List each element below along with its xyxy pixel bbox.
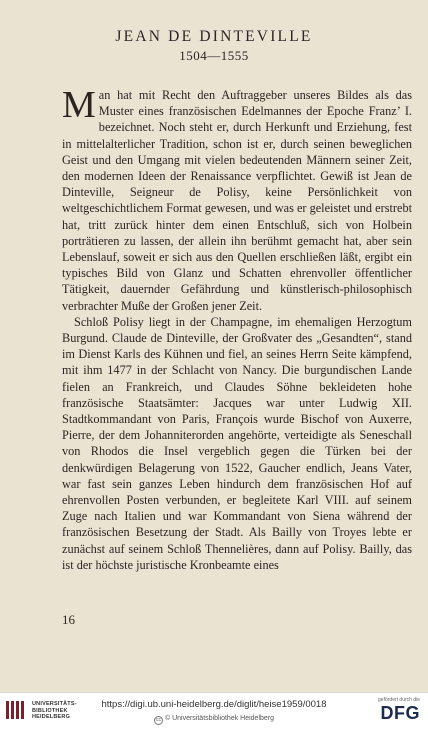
- page-subtitle-years: 1504—1555: [179, 48, 249, 63]
- funder-note: gefördert durch die: [378, 697, 420, 703]
- dfg-logo-text: DFG: [380, 703, 420, 723]
- dfg-logo[interactable]: [372, 697, 420, 729]
- permalink-url[interactable]: https://digi.ub.uni-heidelberg.de/diglit/heise1959/0018: [101, 699, 327, 710]
- copyright-line: [0, 715, 428, 725]
- cc-license-icon[interactable]: cc: [155, 717, 161, 723]
- viewer-footer: [0, 692, 428, 734]
- paragraph-1-text: an hat mit Recht den Auftraggeber unseres Bildes als das Muster eines französischen Edelmannes der Epoche Franz’ I. bezeichnet. Noch steht er, durch Herkunft und Erziehung, fest in mittelalterlicher Tradition, schon ist er, durch seinen beweglichen Geist und den Umgang mit vielen bedeutenden Männern seiner Zeit, den modernen Ideen der Renaissance verpflichtet. Gewiß ist Jean de Dinteville, Seigneur de Polisy, keine Persönlichkeit von weltgeschichtlichem Format gewesen, und was er geleistet und erstrebt hat, tritt zurück hinter dem einen Entschluß, sich von Holbein porträtieren zu lassen, der allein ihn berühmt gemacht hat, aber sein Lebenslauf, soweit er sich aus den Quellen erschließen läßt, ergibt ein typisches Bild von Glanz und Schatten ehrenvoller öffentlicher Tätigkeit, dauernder Gefährdung und künstlerisch-philosophisch verbrachter Muße der Großen jener Zeit.: [62, 88, 413, 313]
- copyright-text: © Universitätsbibliothek Heidelberg: [164, 715, 275, 722]
- page-title: JEAN DE DINTEVILLE: [115, 28, 313, 45]
- paragraph-1: [62, 84, 413, 314]
- dropcap: M: [62, 84, 96, 126]
- paragraph-2: Schloß Polisy liegt in der Champagne, im ehemaligen Herzogtum Burgund. Claude de Dinteville, der Großvater des „Gesandten“, stand im Dienst Karls des Kühnen und fiel, an seines Herrn Seite kämpfend, mit ihm 1477 in der Schlacht von Nancy. Die burgundischen Lande fielen an Frankreich, und Claudes Söhne bekleideten hohe französische Staatsämter: Jacques war unter Ludwig XII. Stadtkommandant von Paris, François wurde Bischof von Auxerre, Pierre, der dem Johanniterorden angehörte, verteidigte als Seneschall von Rhodos die Insel vergeblich gegen die Türken bei der denkwürdigen Belagerung von 1522, Gaucher endlich, Jeans Vater, war fast sein ganzes Leben hindurch dem französischen Hof auf ehrenvollen Posten verbunden, er begleitete Karl VIII. auf seinem Zuge nach Italien und war Kommandant von Siena während der französischen Besetzung der Stadt. Als Bailly von Troyes lebte er zunächst auf seinem Schloß Thennelières, dann auf Polisy. Bailly, das ist der höchste juristische Kronbeamte eines: [62, 314, 412, 572]
- page-number: 16: [62, 612, 75, 627]
- body-text: [62, 84, 413, 573]
- library-logo-text: UNIVERSITÄTS- BIBLIOTHEK HEIDELBERG: [32, 701, 77, 720]
